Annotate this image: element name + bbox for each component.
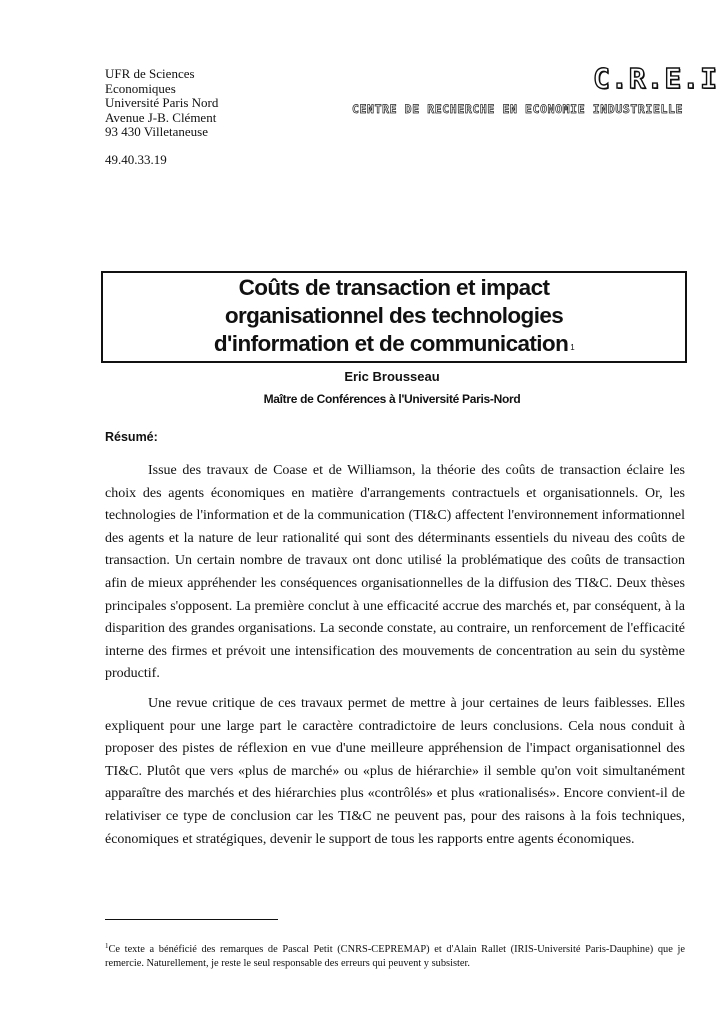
author-name: Eric Brousseau (344, 369, 440, 384)
title-line: d'information et de communication (213, 331, 569, 356)
address-line: Avenue J-B. Clément (105, 109, 217, 125)
crei-logo: C.R.E.I (592, 62, 718, 95)
author-affiliation: Maître de Conférences à l'Université Paris-Nord (263, 392, 521, 406)
abstract-heading: Résumé: (105, 430, 158, 444)
footnote-divider (105, 919, 278, 920)
address-line: Université Paris Nord (105, 95, 219, 110)
address-line: 93 430 Villetaneuse (105, 124, 208, 139)
footnote-mark: 1 (105, 942, 109, 950)
address-line: UFR de Sciences (105, 66, 195, 81)
footnote-text: Ce texte a bénéficié des remarques de Pascal Petit (CNRS-CEPREMAP) et d'Alain Rallet (IRIS-Université Paris-Dauphine) que je remercie. Naturellement, je reste le seul responsable des erreurs qui peuvent y subsister. (105, 944, 685, 969)
abstract-paragraph: Issue des travaux de Coase et de Williamson, la théorie des coûts de transaction éclaire les choix des agents économiques en matière d'arrangements contractuels et organisationnels. Or, les technologies de l'information et de la communication (TI&C) affectent l'environnement informationnel des agents et la nature de leur rationalité qui sont des déterminants essentiels du niveau des coûts de transaction. Un certain nombre de travaux ont donc utilisé la problématique des coûts de transaction afin de mieux appréhender les conséquences organisationnelles de la diffusion des TI&C. Deux thèses principales s'opposent. La première conclut à une efficacité accrue des marchés et, par conséquent, à la disparition des grandes organisations. La seconde constate, au contraire, un renforcement de l'efficacité interne des firmes et prévoit une intensification des mouvements de concentration au sein du système productif. (105, 463, 685, 682)
abstract-paragraph: Une revue critique de ces travaux permet de mettre à jour certaines de leurs faiblesses. Elles expliquent pour une large part le caractère contradictoire de leurs conclusions. Cela nous conduit à proposer des pistes de réflexion en vue d'une meilleure appréhension de l'impact organisationnel des TI&C. Plutôt que vers «plus de marché» ou «plus de hiérarchie» il semble qu'on voit simultanément apparaître des marchés et des hiérarchies plus «contrôlés» et plus «rationalisés». Encore convient-il de relativiser ce type de conclusion car les TI&C ne peuvent pas, pour des raisons à la fois techniques, économiques et stratégiques, devenir le support de tous les rapports entre agents économiques. (105, 696, 685, 847)
institution-address (105, 67, 218, 140)
footnote-marker: 1 (570, 343, 575, 352)
title-line: Coûts de transaction et impact (238, 275, 550, 300)
research-center-name: CENTRE DE RECHERCHE EN ECONOMIE INDUSTRIELLE (352, 102, 684, 116)
footnote (105, 940, 685, 970)
address-line: Economiques (105, 80, 176, 96)
title-line: organisationnel des technologies (224, 303, 564, 328)
title-box (101, 271, 687, 363)
title-line-last (103, 330, 685, 362)
phone-number: 49.40.33.19 (105, 152, 167, 167)
paper-title (103, 274, 685, 362)
